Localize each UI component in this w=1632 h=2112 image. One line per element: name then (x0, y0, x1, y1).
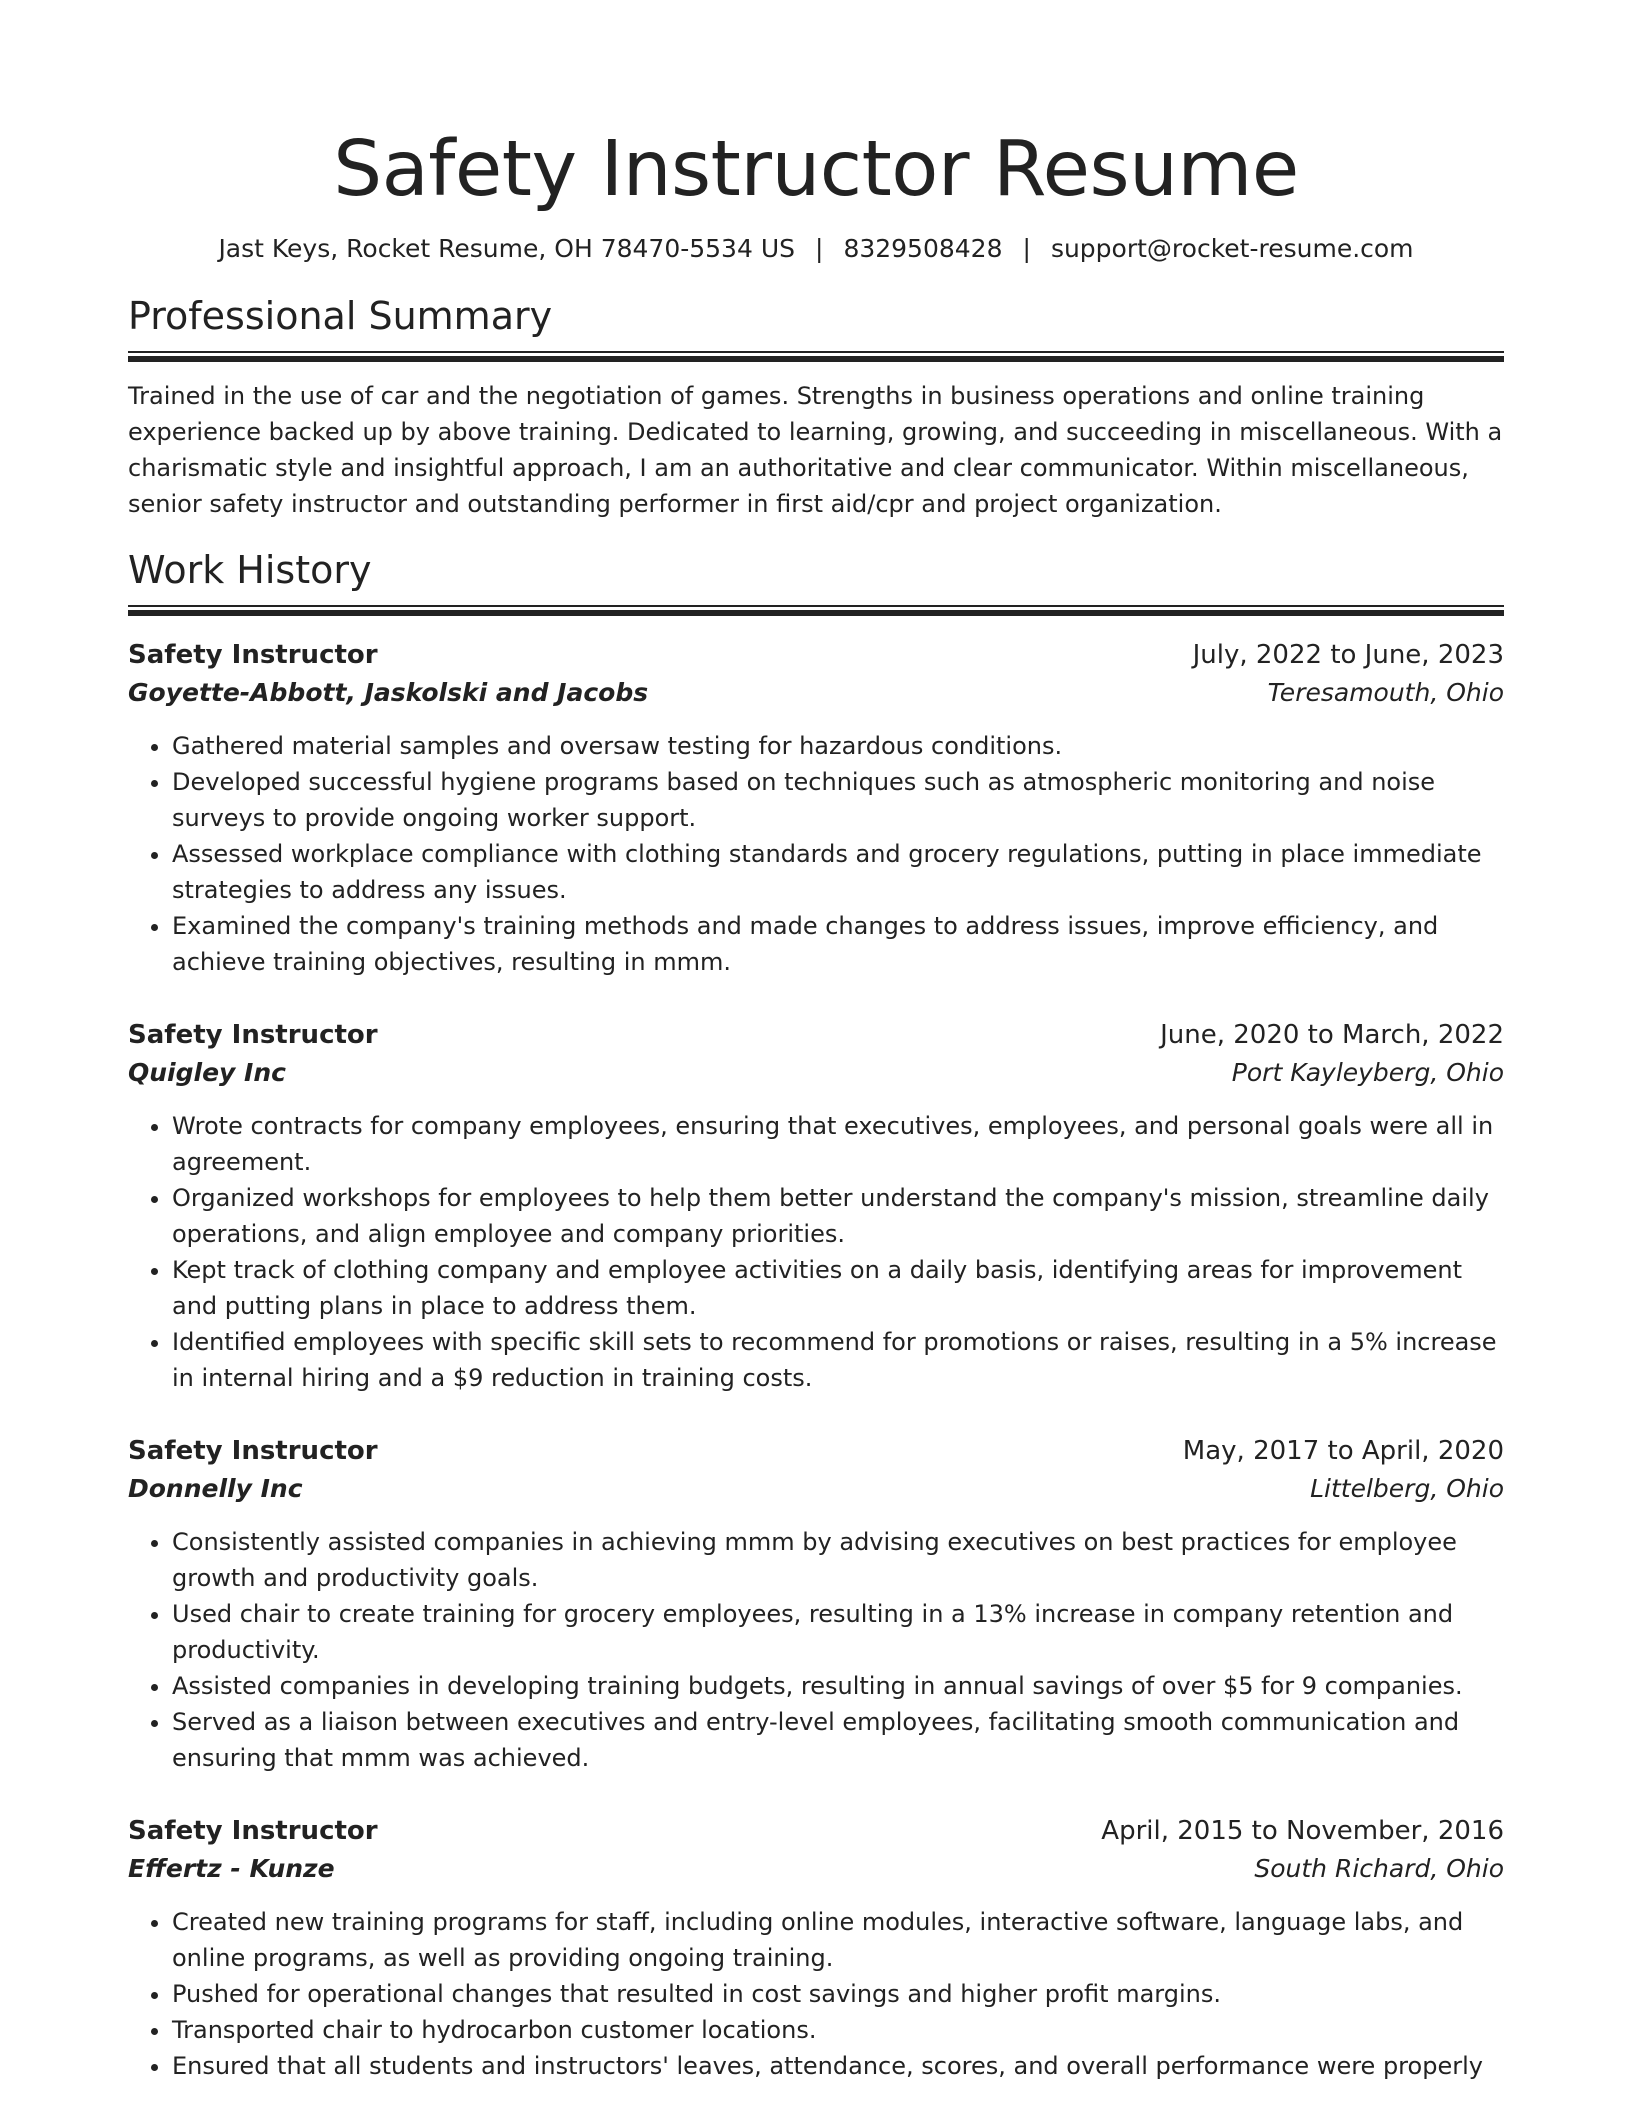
job-location: Teresamouth, Ohio (1267, 678, 1504, 707)
job-location: Littelberg, Ohio (1310, 1474, 1504, 1503)
job-entry (128, 1016, 1504, 1396)
job-location: South Richard, Ohio (1254, 1854, 1504, 1883)
job-entry (128, 1812, 1504, 2084)
job-bullets (128, 1524, 1504, 1776)
professional-summary-section (128, 292, 1504, 522)
job-title: Safety Instructor (128, 1436, 378, 1466)
contact-address: Jast Keys, Rocket Resume, OH 78470-5534 US (218, 234, 795, 263)
contact-separator: | (815, 234, 824, 263)
bullet-item: • Kept track of clothing company and employee activities on a daily basis, identifying areas for improvement and putting plans in place to address them. (172, 1252, 1504, 1324)
company-name: Goyette-Abbott, Jaskolski and Jacobs (128, 678, 649, 707)
work-history-section (128, 546, 1504, 2084)
bullet-item: • Pushed for operational changes that resulted in cost savings and higher profit margins. (172, 1976, 1504, 2012)
contact-email: support@rocket-resume.com (1050, 234, 1414, 263)
job-title: Safety Instructor (128, 640, 378, 670)
bullet-item: • Consistently assisted companies in achieving mmm by advising executives on best practices for employee growth and productivity goals. (172, 1524, 1504, 1596)
bullet-item: • Identified employees with specific skill sets to recommend for promotions or raises, resulting in a 5% increase in internal hiring and a $9 reduction in training costs. (172, 1324, 1504, 1396)
bullet-item: • Gathered material samples and oversaw testing for hazardous conditions. (172, 728, 1504, 764)
job-entry (128, 1432, 1504, 1776)
job-bullets (128, 728, 1504, 980)
bullet-item: • Ensured that all students and instructors' leaves, attendance, scores, and overall performance were properly (172, 2048, 1504, 2084)
bullet-item: • Examined the company's training methods and made changes to address issues, improve efficiency, and achieve training objectives, resulting in mmm. (172, 908, 1504, 980)
job-entry (128, 636, 1504, 980)
company-name: Donnelly Inc (128, 1474, 303, 1503)
section-divider (128, 351, 1504, 362)
contact-phone: 8329508428 (843, 234, 1003, 263)
bullet-item: • Created new training programs for staff, including online modules, interactive software, language labs, and online programs, as well as providing ongoing training. (172, 1904, 1504, 1976)
job-location: Port Kayleyberg, Ohio (1231, 1058, 1504, 1087)
bullet-item: • Used chair to create training for grocery employees, resulting in a 13% increase in company retention and productivity. (172, 1596, 1504, 1668)
company-name: Quigley Inc (128, 1058, 286, 1087)
bullet-item: • Organized workshops for employees to help them better understand the company's mission, streamline daily operations, and align employee and company priorities. (172, 1180, 1504, 1252)
bullet-item: • Assessed workplace compliance with clothing standards and grocery regulations, putting in place immediate strategies to address any issues. (172, 836, 1504, 908)
section-heading: Work History (128, 548, 372, 592)
job-title: Safety Instructor (128, 1816, 378, 1846)
page-title: Safety Instructor Resume (333, 125, 1299, 214)
job-dates: May, 2017 to April, 2020 (1182, 1436, 1504, 1466)
bullet-item: • Wrote contracts for company employees, ensuring that executives, employees, and personal goals were all in agreement. (172, 1108, 1504, 1180)
job-bullets (128, 1904, 1504, 2084)
contact-line (128, 232, 1504, 266)
section-heading: Professional Summary (128, 294, 553, 338)
summary-text: Trained in the use of car and the negotiation of games. Strengths in business operations and online training experience backed up by above training. Dedicated to learning, growing, and succeeding in miscellaneous. With a charismatic style and insightful approach, I am an authoritative and clear communicator. Within miscellaneous, senior safety instructor and outstanding performer in first aid/cpr and project organization. (128, 382, 1503, 518)
bullet-item: • Assisted companies in developing training budgets, resulting in annual savings of over $5 for 9 companies. (172, 1668, 1504, 1704)
section-divider (128, 605, 1504, 616)
bullet-item: • Transported chair to hydrocarbon customer locations. (172, 2012, 1504, 2048)
job-bullets (128, 1108, 1504, 1396)
job-title: Safety Instructor (128, 1020, 378, 1050)
resume-page (128, 0, 1504, 2084)
bullet-item: • Developed successful hygiene programs based on techniques such as atmospheric monitoring and noise surveys to provide ongoing worker support. (172, 764, 1504, 836)
job-dates: July, 2022 to June, 2023 (1192, 640, 1504, 670)
company-name: Effertz - Kunze (128, 1854, 335, 1883)
bullet-item: • Served as a liaison between executives and entry-level employees, facilitating smooth communication and ensuring that mmm was achieved. (172, 1704, 1504, 1776)
job-dates: April, 2015 to November, 2016 (1101, 1816, 1504, 1846)
job-dates: June, 2020 to March, 2022 (1160, 1020, 1504, 1050)
contact-separator: | (1022, 234, 1031, 263)
